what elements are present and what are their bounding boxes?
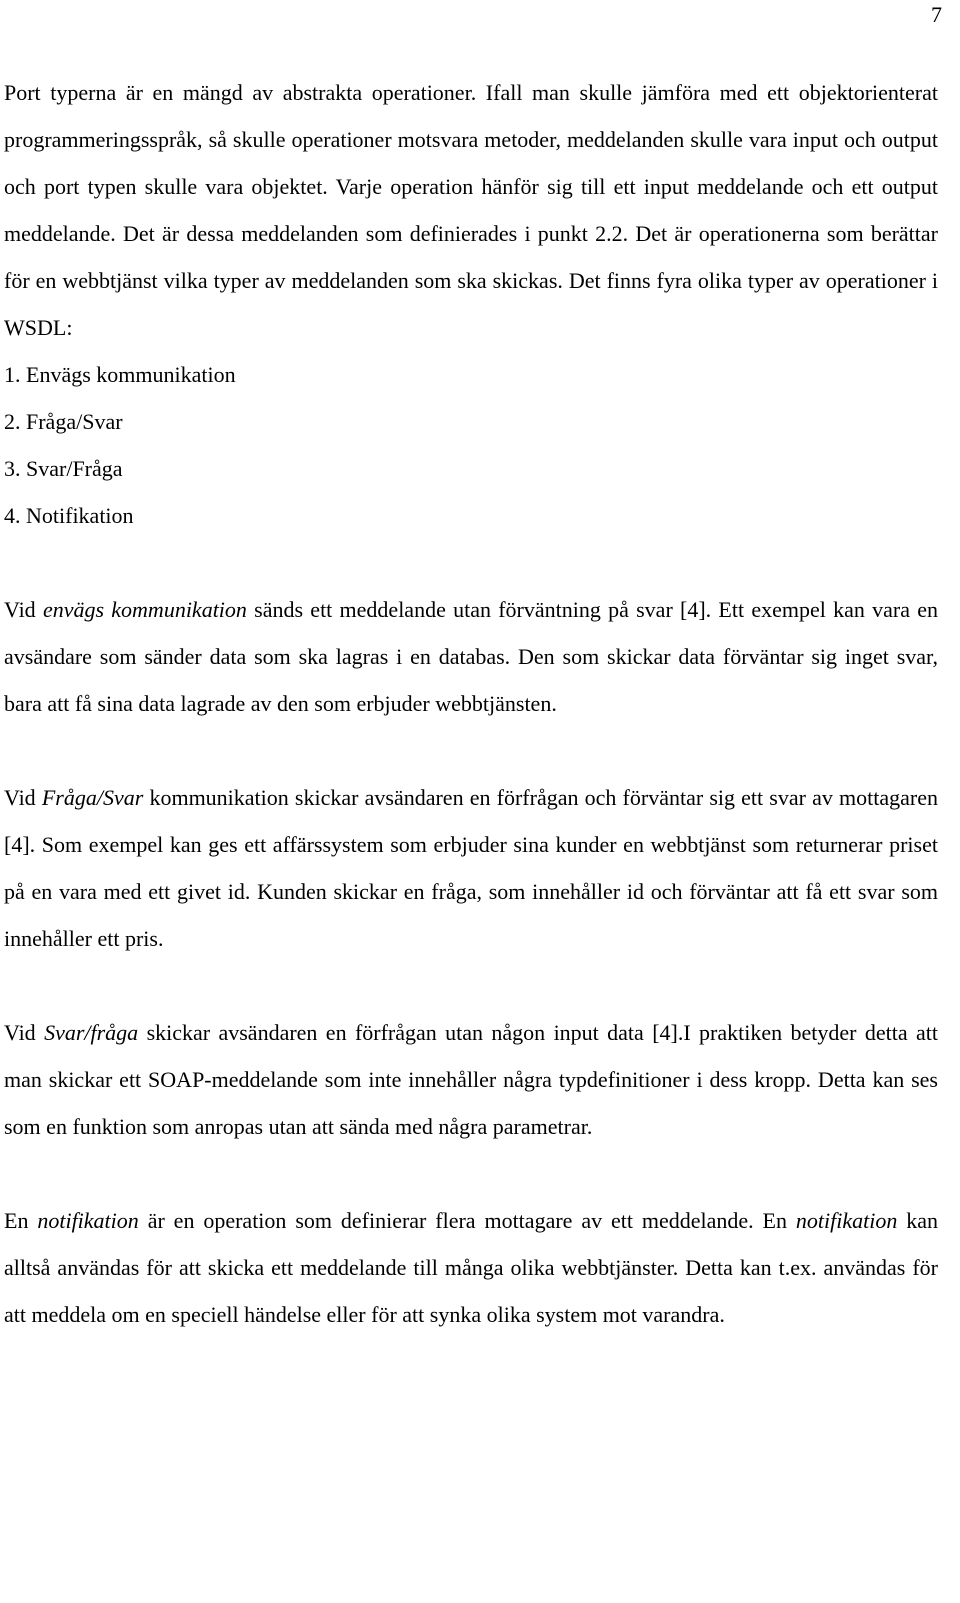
notifikation-paragraph — [4, 1197, 938, 1338]
svar-fraga-text: skickar avsändaren en förfrågan utan någon input data [4].I praktiken betyder detta att man skickar ett SOAP-meddelande som inte innehåller några typdefinitioner i dess kropp. Detta kan ses som en funktion som anropas utan att sända med några parametrar. — [4, 1020, 938, 1139]
notifikation-text: kan alltså användas för att skicka ett meddelande till många olika webbtjänster. Detta kan t.ex. användas för att meddela om en speciell händelse eller för att synka olika system mot varandra. — [4, 1208, 938, 1327]
notifikation-pre: En — [4, 1208, 38, 1233]
envags-text: sänds ett meddelande utan förväntning på svar [4]. Ett exempel kan vara en avsändare som sänder data som ska lagras i en databas. Den som skickar data förväntar sig inget svar, bara att få sina data lagrade av den som erbjuder webbtjänsten. — [4, 597, 938, 716]
list-item: 4. Notifikation — [4, 503, 134, 528]
paragraph-spacer — [4, 727, 938, 774]
paragraph-spacer — [4, 962, 938, 1009]
svar-fraga-pre: Vid — [4, 1020, 45, 1045]
intro-paragraph: Port typerna är en mängd av abstrakta operationer. Ifall man skulle jämföra med ett objektorienterat programmeringsspråk, så skulle operationer motsvara metoder, meddelanden skulle vara input och output och port typen skulle vara objektet. Varje operation hänför sig till ett input meddelande och ett output meddelande. Det är dessa meddelanden som definierades i punkt 2.2. Det är operationerna som berättar för en webbtjänst vilka typer av meddelanden som ska skickas. Det finns fyra olika typer av operationer i WSDL: — [4, 80, 938, 340]
paragraph-spacer — [4, 1150, 938, 1197]
list-item: 3. Svar/Fråga — [4, 456, 123, 481]
envags-paragraph — [4, 586, 938, 727]
paragraph-spacer — [4, 539, 938, 586]
notifikation-term-2: notifikation — [795, 1208, 898, 1233]
envags-term: envägs kommunikation — [42, 597, 247, 622]
notifikation-term: notifikation — [37, 1208, 139, 1233]
page-number: 7 — [931, 2, 942, 27]
svar-fraga-paragraph — [4, 1009, 938, 1150]
operation-types-list — [4, 351, 938, 539]
fraga-svar-paragraph — [4, 774, 938, 962]
svar-fraga-term: Svar/fråga — [44, 1020, 139, 1045]
fraga-svar-term: Fråga/Svar — [41, 785, 144, 810]
list-item: 2. Fråga/Svar — [4, 409, 123, 434]
notifikation-mid: är en operation som definierar flera mottagare av ett meddelande. En — [138, 1208, 796, 1233]
fraga-svar-pre: Vid — [4, 785, 42, 810]
fraga-svar-text: kommunikation skickar avsändaren en förfrågan och förväntar sig ett svar av mottagaren [4]. Som exempel kan ges ett affärssystem som erbjuder sina kunder en webbtjänst som returnerar priset på en vara med ett givet id. Kunden skickar en fråga, som innehåller id och förväntar att få ett svar som innehåller ett pris. — [4, 785, 938, 951]
envags-pre: Vid — [4, 597, 43, 622]
document-body — [4, 69, 938, 1338]
list-item: 1. Envägs kommunikation — [4, 362, 236, 387]
